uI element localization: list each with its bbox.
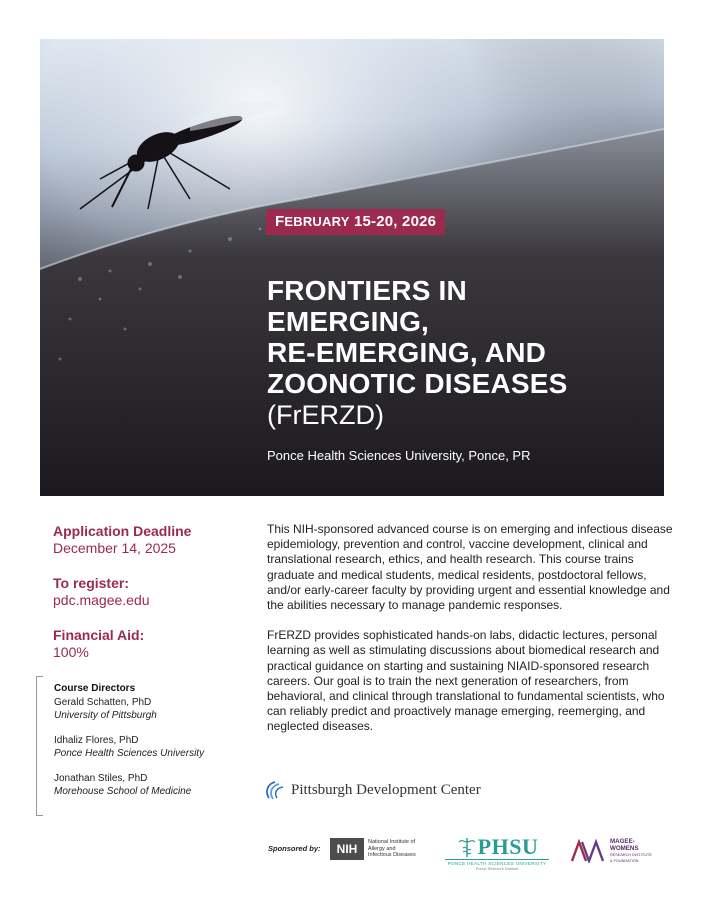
director-name: Jonathan Stiles, PhD — [54, 773, 148, 784]
date-prefix: F — [275, 213, 285, 230]
phsu-mark-row — [445, 836, 549, 858]
title-line-1: FRONTIERS IN — [267, 275, 467, 306]
magee-line-4: & FOUNDATION — [610, 858, 639, 863]
register-block — [53, 575, 253, 609]
course-directors — [36, 676, 236, 816]
pdc-logo — [263, 777, 481, 803]
magee-line-3: RESEARCH INSTITUTE — [610, 853, 652, 857]
course-description — [267, 522, 677, 750]
niaid-line-3: Infectious Diseases — [368, 852, 416, 859]
niaid-line-2: Allergy and — [368, 845, 396, 852]
director-name: Idhaliz Flores, PhD — [54, 735, 139, 746]
description-paragraph-1: This NIH-sponsored advanced course is on emerging and infectious disease epidemiology, prevention and control, vaccine development, clinical and translational research, ethics, and health research. This course trains graduate and medical students, medical residents, postdoctoral fellows, and/or early-career faculty by providing urgent and essential knowledge and the abilities necessary to manage pandemic responses. — [267, 522, 673, 613]
director-name: Gerald Schatten, PhD — [54, 697, 152, 708]
niaid-line-1: National Institute of — [368, 839, 416, 846]
phsu-full-name: PONCE HEALTH SCIENCES UNIVERSITY — [445, 859, 549, 866]
nih-mark: NIH — [330, 838, 364, 860]
phsu-logo — [445, 836, 549, 871]
hero-banner — [40, 39, 664, 496]
course-title — [267, 275, 647, 399]
register-label: To register: — [53, 575, 129, 591]
description-paragraph-2: FrERZD provides sophisticated hands-on labs, didactic lectures, personal learning as well as stimulating discussions about biomedical research and practical guidance on starting and sustaining NIAID-sponsored research careers. Our goal is to train the next generation of researchers, from behavioral, and clinical through translational to fundamental scientists, who can reliably predict and proactively manage emerging, reemerging, and neglected diseases. — [267, 628, 665, 734]
magee-mw-icon — [570, 839, 606, 863]
event-date-badge — [266, 209, 445, 235]
financial-aid-block — [53, 627, 253, 661]
sponsored-by-label: Sponsored by: — [268, 844, 321, 853]
title-line-2: EMERGING, — [267, 306, 430, 337]
financial-aid-value: 100% — [53, 644, 89, 660]
title-line-3: RE-EMERGING, AND — [267, 337, 547, 368]
phsu-wordmark: PHSU — [477, 834, 539, 859]
magee-logo — [570, 838, 652, 863]
director-affiliation: Morehouse School of Medicine — [54, 786, 192, 797]
deadline-value: December 14, 2025 — [53, 540, 176, 556]
director-3 — [54, 772, 236, 798]
pdc-name: Pittsburgh Development Center — [291, 781, 481, 798]
caduceus-icon — [456, 836, 478, 858]
course-acronym: (FrERZD) — [267, 400, 384, 430]
nih-logo — [330, 838, 426, 860]
financial-aid-label: Financial Aid: — [53, 627, 145, 643]
date-days: 15-20, 2026 — [349, 213, 437, 230]
director-2 — [54, 734, 236, 760]
key-info — [53, 523, 253, 679]
director-affiliation: University of Pittsburgh — [54, 710, 157, 721]
magee-name — [610, 838, 652, 863]
register-link[interactable]: pdc.magee.edu — [53, 592, 150, 608]
deadline-label: Application Deadline — [53, 523, 192, 539]
director-1 — [54, 696, 236, 722]
magee-line-1: MAGEE- — [610, 838, 635, 845]
phsu-tagline: Ponce Research Institute — [475, 867, 519, 871]
pdc-swirl-icon — [263, 778, 287, 802]
niaid-name — [368, 839, 426, 859]
date-month: EBRUARY — [284, 214, 350, 229]
deadline-block — [53, 523, 253, 557]
title-line-4: ZOONOTIC DISEASES — [267, 368, 568, 399]
magee-line-2: WOMENS — [610, 845, 639, 852]
course-location: Ponce Health Sciences University, Ponce, PR — [267, 448, 531, 463]
director-affiliation: Ponce Health Sciences University — [54, 748, 205, 759]
directors-heading: Course Directors — [54, 683, 136, 694]
